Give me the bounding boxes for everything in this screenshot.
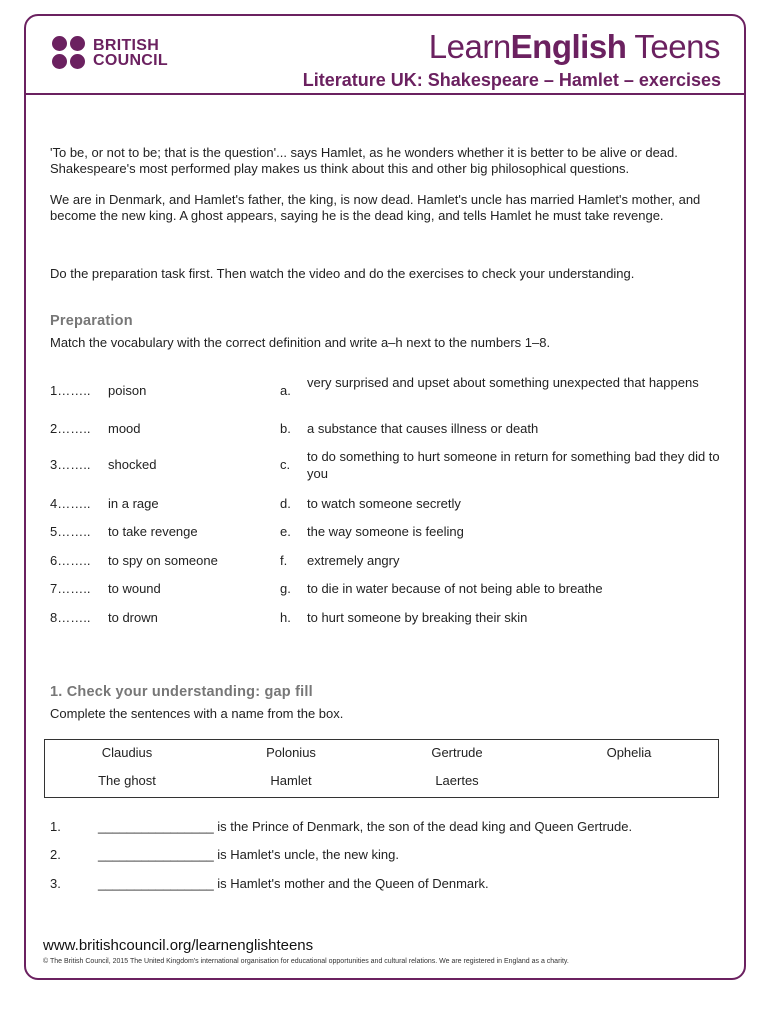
name-box-item: The ghost — [98, 773, 156, 788]
bc-logo-line1: BRITISH — [93, 36, 160, 54]
vocabulary-number: 7…….. — [50, 581, 91, 596]
name-box-item: Hamlet — [270, 773, 312, 788]
vocabulary-number: 6…….. — [50, 553, 91, 568]
gapfill-heading: 1. Check your understanding: gap fill — [50, 684, 313, 700]
le-logo-part2: English — [510, 28, 627, 65]
footer-url[interactable]: www.britishcouncil.org/learnenglishteens — [43, 937, 314, 954]
page-title: Literature UK: Shakespeare – Hamlet – exercises — [302, 70, 721, 90]
le-logo-part1: Learn — [428, 28, 511, 65]
vocabulary-word: to wound — [108, 581, 161, 596]
gapfill-item-text: ________________ is the Prince of Denmark, the son of the dead king and Queen Gertrude. — [98, 819, 633, 834]
vocabulary-number: 1…….. — [50, 383, 91, 398]
definition-letter: b. — [280, 421, 291, 436]
vocabulary-definition: to watch someone secretly — [307, 496, 461, 511]
gapfill-item-text: ________________ is Hamlet's uncle, the new king. — [98, 847, 399, 862]
definition-letter: f. — [280, 553, 288, 568]
vocabulary-definition: very surprised and upset about something unexpected that happens — [307, 375, 699, 390]
vocabulary-definition: extremely angry — [307, 553, 400, 568]
vocabulary-word: poison — [108, 383, 147, 398]
gapfill-instruction: Complete the sentences with a name from the box. — [50, 706, 344, 721]
definition-letter: a. — [280, 383, 291, 398]
vocabulary-number: 5…….. — [50, 524, 91, 539]
le-logo-part3: Teens — [626, 28, 720, 65]
vocabulary-word: to take revenge — [108, 524, 198, 539]
gapfill-item-number: 1. — [50, 819, 61, 834]
definition-letter: d. — [280, 496, 291, 511]
gapfill-item-number: 2. — [50, 847, 61, 862]
vocabulary-word: mood — [108, 421, 141, 436]
vocabulary-number: 4…….. — [50, 496, 91, 511]
vocabulary-definition: the way someone is feeling — [307, 524, 464, 539]
gapfill-item-text: ________________ is Hamlet's mother and the Queen of Denmark. — [98, 876, 489, 891]
vocabulary-definition: to do something to hurt someone in return for something bad they did to you — [307, 449, 720, 481]
learnenglish-teens-logo — [429, 28, 720, 66]
vocabulary-word: to drown — [108, 610, 158, 625]
british-council-dots-icon — [52, 36, 85, 69]
vocabulary-number: 8…….. — [50, 610, 91, 625]
vocabulary-definition: to hurt someone by breaking their skin — [307, 610, 528, 625]
vocabulary-number: 3…….. — [50, 457, 91, 472]
vocabulary-word: to spy on someone — [108, 553, 218, 568]
intro-paragraph-3: Do the preparation task first. Then watch the video and do the exercises to check your understanding. — [50, 266, 635, 281]
vocabulary-number: 2…….. — [50, 421, 91, 436]
header-divider — [24, 93, 746, 95]
footer-copyright: © The British Council, 2015 The United Kingdom's international organisation for educational opportunities and cultural relations. We are registered in England as a charity. — [43, 958, 569, 965]
name-box-item: Claudius — [101, 745, 153, 760]
intro-paragraph-2: We are in Denmark, and Hamlet's father, the king, is now dead. Hamlet's uncle has married Hamlet's mother, and become the new king. A ghost appears, saying he is the dead king, and tells Hamlet he must take revenge. — [50, 192, 701, 223]
preparation-heading: Preparation — [50, 313, 133, 329]
name-box — [44, 739, 719, 798]
name-box-item: Gertrude — [431, 745, 483, 760]
name-box-item: Laertes — [435, 773, 479, 788]
definition-letter: c. — [280, 457, 291, 472]
vocabulary-definition: to die in water because of not being able to breathe — [307, 581, 603, 596]
definition-letter: g. — [280, 581, 291, 596]
vocabulary-word: shocked — [108, 457, 157, 472]
preparation-instruction: Match the vocabulary with the correct definition and write a–h next to the numbers 1–8. — [50, 335, 551, 350]
definition-letter: h. — [280, 610, 291, 625]
gapfill-item-number: 3. — [50, 876, 61, 891]
name-box-item: Polonius — [266, 745, 316, 760]
bc-logo-line2: COUNCIL — [93, 51, 168, 69]
intro-paragraph-1: 'To be, or not to be; that is the question'... says Hamlet, as he wonders whether it is better to be alive or dead. Shakespeare's most performed play makes us think about this and other big philosophical questions. — [50, 145, 678, 176]
name-box-item: Ophelia — [606, 745, 652, 760]
british-council-logo — [52, 36, 168, 69]
vocabulary-definition: a substance that causes illness or death — [307, 421, 539, 436]
definition-letter: e. — [280, 524, 291, 539]
vocabulary-word: in a rage — [108, 496, 159, 511]
